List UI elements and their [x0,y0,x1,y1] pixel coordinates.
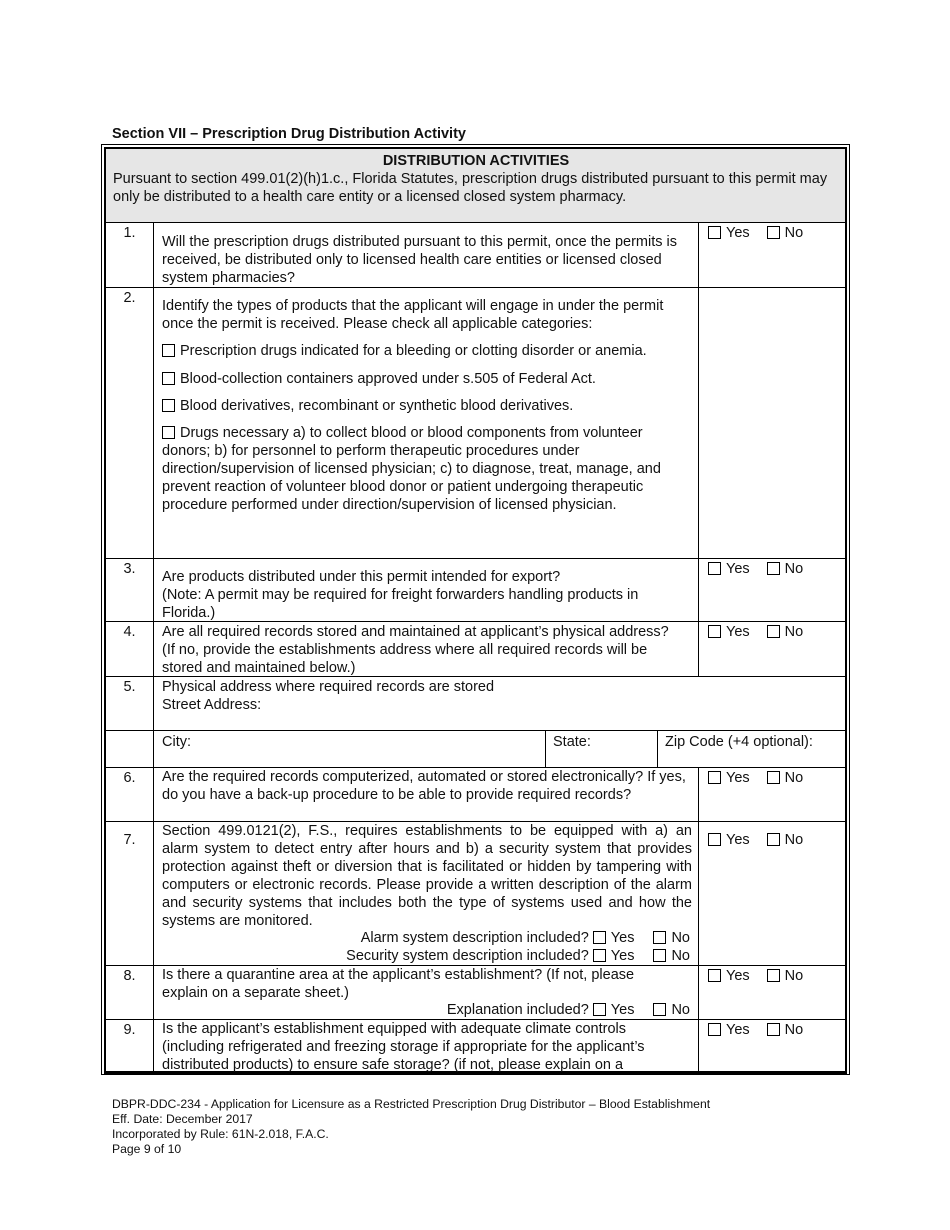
yes-label: Yes [726,624,750,640]
question-row-7 [106,822,845,966]
product-option-2 [162,370,692,388]
rule-reference: Incorporated by Rule: 61N-2.018, F.A.C. [112,1127,329,1141]
answer-cell [698,559,845,621]
alarm-no-checkbox[interactable] [653,931,666,944]
question-row-1 [106,223,845,288]
yes-label: Yes [610,948,635,964]
alarm-label: Alarm system description included? [360,930,589,946]
question-number: 7. [106,822,154,965]
no-label: No [784,225,804,241]
no-label: No [784,770,804,786]
question-number: 1. [106,223,154,287]
no-label: No [671,930,690,946]
question-text: Will the prescription drugs distributed pursuant to this permit, once the permits is received, be distributed only to licensed health care entities or licensed closed system pharmacies? [162,234,677,286]
yes-label: Yes [726,1022,750,1038]
question-text: Section 499.0121(2), F.S., requires establishments to be equipped with a) an alarm system to detect entry after hours and b) a security system that provides protection against theft or diversion that is facilitated or hidden by tampering with computers or electronic records. Please provide a written description of the alarm and security systems that includes both the type of systems used and how the systems are monitored. [162,823,692,929]
zip-code-label[interactable]: Zip Code (+4 optional): [665,734,813,750]
yes-checkbox[interactable] [708,562,721,575]
question-row-5 [106,677,845,731]
question-text: Are the required records computerized, automated or stored electronically? If yes, do you have a back-up procedure to be able to provide required records? [162,769,686,803]
alarm-yes-checkbox[interactable] [593,931,606,944]
yes-label: Yes [726,832,750,848]
security-yes-checkbox[interactable] [593,949,606,962]
answer-cell [698,822,845,965]
product-option-1 [162,342,692,360]
product-option-4 [162,424,690,514]
question-number: 8. [106,966,154,1019]
yes-label: Yes [610,930,635,946]
yes-label: Yes [726,770,750,786]
option-checkbox[interactable] [162,399,175,412]
alarm-security-checks [162,929,690,965]
question-row-9 [106,1020,845,1073]
no-label: No [784,561,804,577]
answer-cell [698,622,845,676]
question-text: Identify the types of products that the applicant will engage in under the permit once the permit is received. Please check all applicable categories: [162,298,664,332]
no-checkbox[interactable] [767,833,780,846]
explanation-no-checkbox[interactable] [653,1003,666,1016]
question-number: 9. [106,1020,154,1073]
option-label: Drugs necessary a) to collect blood or blood components from volunteer donors; b) for personnel to perform therapeutic procedures under direction/supervision of licensed physician; c) to diagnose, treat, manage, and prevent reaction of volunteer blood donor or patient undergoing therapeutic procedure performed under direction/supervision of licensed physician. [162,425,661,513]
address-row [106,731,845,768]
question-main: Are products distributed under this permit intended for export? [162,569,561,585]
question-text: Is the applicant’s establishment equipped with adequate climate controls (including refrigerated and freezing storage if appropriate for the applicant’s distributed products) to ensure safe storage? (if not, please explain on a [162,1021,645,1073]
no-checkbox[interactable] [767,625,780,638]
no-label: No [784,832,804,848]
yes-checkbox[interactable] [708,1023,721,1036]
answer-cell [698,1020,845,1073]
no-label: No [784,624,804,640]
question-number: 6. [106,768,154,821]
explanation-label: Explanation included? [446,1002,589,1018]
yes-checkbox[interactable] [708,969,721,982]
no-checkbox[interactable] [767,226,780,239]
page-footer [112,1097,710,1157]
header-title: DISTRIBUTION ACTIVITIES [382,153,570,169]
no-label: No [784,1022,804,1038]
question-note: (Note: A permit may be required for freight forwarders handling products in Florida.) [162,587,639,621]
street-address-label: Street Address: [162,697,262,713]
option-label: Prescription drugs indicated for a bleeding or clotting disorder or anemia. [180,343,647,359]
yes-label: Yes [726,968,750,984]
option-checkbox[interactable] [162,426,175,439]
yes-checkbox[interactable] [708,625,721,638]
question-number: 4. [106,622,154,676]
section-title: Section VII – Prescription Drug Distribution Activity [112,126,466,142]
answer-cell [698,768,845,821]
no-label: No [671,948,690,964]
yes-checkbox[interactable] [708,833,721,846]
no-checkbox[interactable] [767,969,780,982]
empty-number-cell [106,731,154,767]
no-checkbox[interactable] [767,562,780,575]
question-number: 3. [106,559,154,621]
question-row-6 [106,768,845,822]
security-no-checkbox[interactable] [653,949,666,962]
product-option-3 [162,397,692,415]
question-row-4 [106,622,845,677]
answer-cell [698,223,845,287]
option-label: Blood derivatives, recombinant or synthetic blood derivatives. [180,398,574,414]
question-text [162,568,692,622]
yes-checkbox[interactable] [708,771,721,784]
explanation-check [162,1001,690,1019]
yes-checkbox[interactable] [708,226,721,239]
question-text [162,678,762,714]
question-text: Is there a quarantine area at the applicant’s establishment? (If not, please explain on a separate sheet.) [162,967,635,1001]
answer-cell [698,288,845,558]
yes-label: Yes [726,225,750,241]
yes-label: Yes [610,1002,635,1018]
header-text: Pursuant to section 499.01(2)(h)1.c., Florida Statutes, prescription drugs distributed pursuant to this permit may only be distributed to a health care entity or a licensed closed system pharmacy. [113,171,828,205]
question-number: 2. [106,288,154,558]
option-checkbox[interactable] [162,344,175,357]
explanation-yes-checkbox[interactable] [593,1003,606,1016]
distribution-header [106,149,845,223]
option-label: Blood-collection containers approved under s.505 of Federal Act. [180,371,596,387]
no-label: No [671,1002,690,1018]
no-label: No [784,968,804,984]
question-number: 5. [106,677,154,730]
answer-cell [698,966,845,1019]
question-main: Physical address where required records are stored [162,679,495,695]
yes-label: Yes [726,561,750,577]
security-label: Security system description included? [346,948,589,964]
question-row-2 [106,288,845,559]
question-text: Are all required records stored and maintained at applicant’s physical address? (If no, provide the establishments address where all required records will be stored and maintained below.) [162,624,669,676]
question-row-3 [106,559,845,622]
page-number: Page 9 of 10 [112,1142,182,1156]
form-id: DBPR-DDC-234 - Application for Licensure as a Restricted Prescription Drug Distributor – Blood Establishment [112,1097,711,1111]
no-checkbox[interactable] [767,1023,780,1036]
option-checkbox[interactable] [162,372,175,385]
state-label[interactable]: State: [553,734,591,750]
eff-date: Eff. Date: December 2017 [112,1112,253,1126]
city-label[interactable]: City: [162,734,191,750]
question-row-8 [106,966,845,1020]
no-checkbox[interactable] [767,771,780,784]
